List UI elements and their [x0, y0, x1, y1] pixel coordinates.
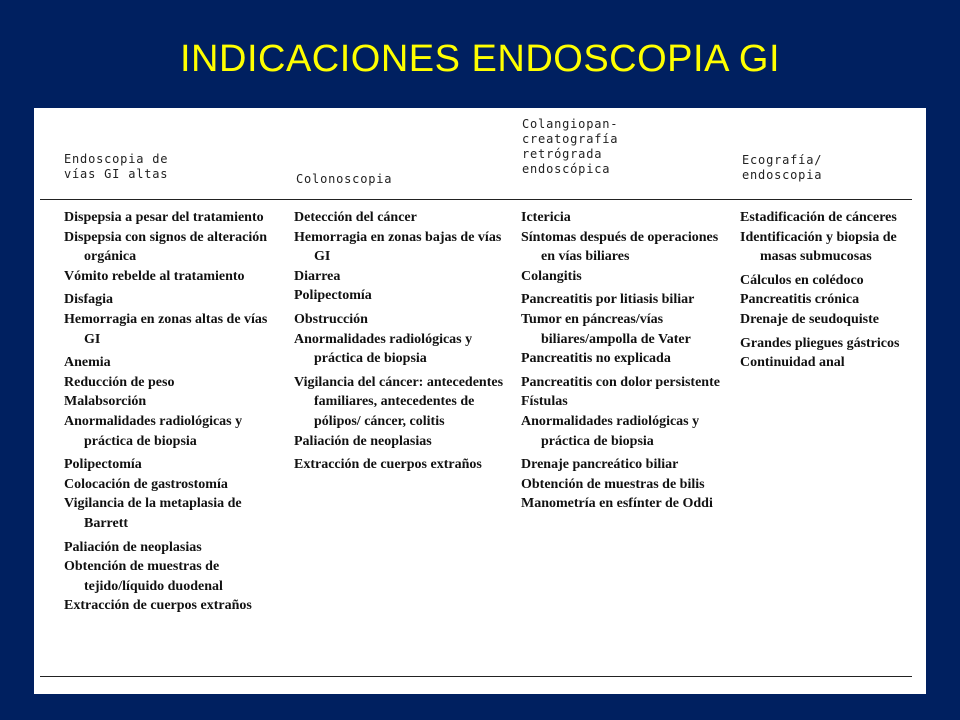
column-upper-gi — [64, 208, 280, 616]
list-item: Reducción de peso — [64, 374, 175, 390]
list-item: Tumor en páncreas/vías biliares/ampolla de Vater — [521, 311, 691, 347]
list-item: Identificación y biopsia de masas submucosas — [740, 229, 897, 265]
column-header-upper-gi: Endoscopia de vías GI altas — [64, 152, 169, 181]
list-item: Pancreatitis crónica — [740, 292, 860, 308]
list-item: Polipectomía — [294, 288, 372, 304]
list-item: Colangitis — [521, 268, 582, 284]
list-item: Drenaje pancreático biliar — [521, 457, 679, 473]
list-item: Extracción de cuerpos extraños — [294, 457, 482, 473]
slide-title: INDICACIONES ENDOSCOPIA GI — [180, 38, 780, 80]
list-item: Paliación de neoplasias — [64, 539, 202, 555]
column-colonoscopy — [294, 208, 510, 475]
list-item: Vigilancia de la metaplasia de Barrett — [64, 496, 242, 531]
column-ercp — [521, 208, 733, 514]
list-item: Anormalidades radiológicas y práctica de biopsia — [64, 413, 243, 449]
list-item: Vómito rebelde al tratamiento — [64, 268, 245, 284]
list-item: Anormalidades radiológicas y práctica de biopsia — [294, 331, 473, 367]
indications-table — [34, 108, 926, 694]
list-item: Obtención de muestras de tejido/líquido duodenal — [64, 559, 223, 594]
list-item: Grandes pliegues gástricos — [740, 335, 900, 351]
list-item: Fístulas — [521, 394, 568, 410]
list-item: Pancreatitis por litiasis biliar — [521, 292, 695, 308]
list-item: Obtención de muestras de bilis — [521, 476, 705, 492]
list-item: Detección del cáncer — [294, 210, 417, 225]
list-item: Paliación de neoplasias — [294, 433, 432, 449]
list-item: Ictericia — [521, 210, 571, 225]
list-item: Dispepsia a pesar del tratamiento — [64, 210, 264, 225]
column-eus — [740, 208, 916, 373]
table-bottom-rule — [40, 676, 912, 677]
list-item: Pancreatitis no explicada — [521, 351, 671, 367]
list-item: Extracción de cuerpos extraños — [64, 598, 252, 614]
list-item: Estadificación de cánceres — [740, 210, 897, 225]
list-item: Vigilancia del cáncer: antecedentes familiares, antecedentes de pólipos/ cáncer, colitis — [294, 374, 504, 429]
column-header-ercp: Colangiopan- creatografía retrógrada endoscópica — [522, 117, 619, 176]
column-header-colonoscopy: Colonoscopia — [296, 172, 393, 186]
list-item: Hemorragia en zonas altas de vías GI — [64, 311, 268, 347]
list-item: Drenaje de seudoquiste — [740, 311, 879, 327]
list-item: Colocación de gastrostomía — [64, 476, 228, 492]
list-item: Obstrucción — [294, 311, 368, 327]
list-item: Diarrea — [294, 268, 341, 284]
list-item: Síntomas después de operaciones en vías biliares — [521, 229, 719, 265]
list-item: Cálculos en colédoco — [740, 272, 864, 288]
list-item: Anemia — [64, 355, 111, 371]
column-header-eus: Ecografía/ endoscopia — [742, 153, 823, 182]
list-item: Disfagia — [64, 292, 113, 308]
list-item: Pancreatitis con dolor persistente — [521, 374, 720, 390]
list-item: Polipectomía — [64, 457, 142, 473]
list-item: Manometría en esfínter de Oddi — [521, 496, 713, 512]
header-divider — [40, 199, 912, 200]
list-item: Malabsorción — [64, 394, 147, 410]
list-item: Anormalidades radiológicas y práctica de biopsia — [521, 413, 700, 449]
list-item: Hemorragia en zonas bajas de vías GI — [294, 229, 502, 265]
list-item: Continuidad anal — [740, 355, 845, 371]
list-item: Dispepsia con signos de alteración orgánica — [64, 229, 268, 265]
